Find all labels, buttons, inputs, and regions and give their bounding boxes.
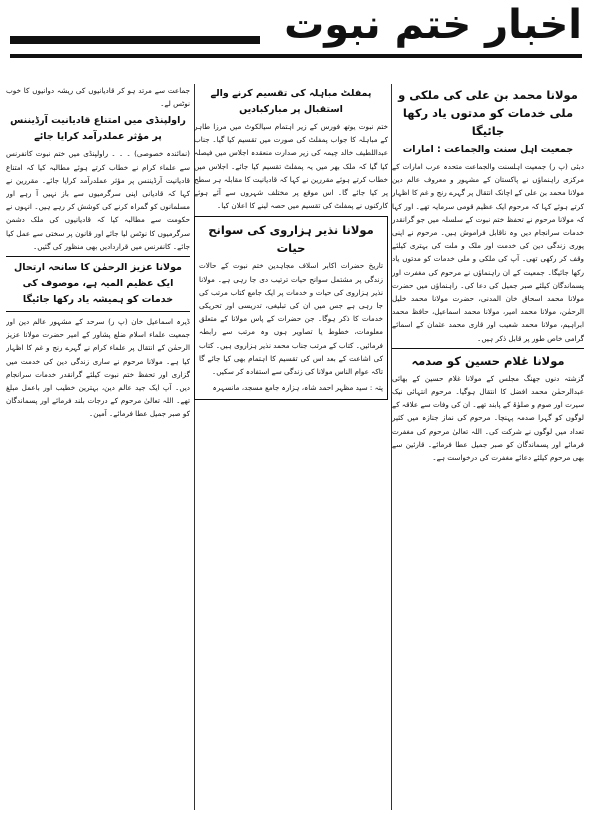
- headline: مولانا عزیز الرحمٰن کا سانحہ ارتحال ایک عظیم المیہ ہے، موصوف کی خدمات کو ہمیشہ یاد رکھا جائیگا: [14, 262, 182, 306]
- article-body: دبئی (پ ر) جمعیت اہلسنت والجماعت متحدہ عرب امارات کے مرکزی راہنماؤں نے پاکستان کے مشہور و معروف عالم دین مولانا محمد بن علی کے اچانک انتقال پر گہرے رنج و غم کا اظہار کرتے ہوئے کہا کہ مرحوم ایک عظیم قومی سرمایہ تھے۔ اور کہا کہ مولانا مرحوم نے تحفظ ختم نبوت کے سلسلہ میں جو گرانقدر خدمات سرانجام دیں وہ ناقابل فراموش ہیں۔ مرحوم نے اپنی پوری زندگی دین کی خدمت اور ملک و ملت کی بہتری کیلئے وقف کر رکھی تھی۔ آپ کی ملکی و ملی خدمات کو مدتوں یاد رکھا جائیگا۔ جمعیت کے ان راہنماؤں نے مرحوم کی مغفرت اور پسماندگان کیلئے صبر جمیل کی دعا کی۔ راہنماؤں میں حضرت مولانا محمد اسحاق خان المدنی، حضرت مولانا محمد خلیل الرحمٰن، مولانا محمد امیر، مولانا محمد اسماعیل، حافظ محمد ابراہیم، مولانا محمد شعیب اور قاری محمد عثمان کے اسمائے گرامی خاص طور پر قابل ذکر ہیں۔: [392, 162, 584, 343]
- masthead: [10, 2, 582, 58]
- article-body: گزشتہ دنوں جھنگ مجلس کے مولانا غلام حسین کے بھائی عبدالرحمٰن محمد افضل کا انتقال ہوگیا۔ مرحوم انتہائی نیک سیرت اور صوم و صلوٰۃ کے پابند تھے۔ ان کی وفات سے علاقہ کے لوگوں کو گہرا صدمہ پہنچا۔ مرحوم کی نماز جنازہ میں کثیر تعداد میں لوگوں نے شرکت کی۔ اللہ تعالیٰ مرحوم کی مغفرت فرمائے اور پسماندگان کو صبر جمیل عطا فرمائے۔ قارئین سے بھی مرحوم کیلئے دعائے مغفرت کی درخواست ہے۔: [392, 373, 584, 463]
- article-body: ختم نبوت یوتھ فورس کے زیر اہتمام سیالکوٹ میں مرزا طاہر کے مباہلہ کا جواب پمفلٹ کی صورت میں تقسیم کیا گیا۔ جناب عبداللطیف خالد چیمہ کی زیر صدارت منعقدہ اجلاس میں فیصلہ کیا گیا کہ ملک بھر میں یہ پمفلٹ تقسیم کیا جائے۔ اجلاس میں خطاب کرتے ہوئے مقررین نے کہا کہ قادیانیت کا مقابلہ ہر سطح پر کیا جائے گا۔ اس موقع پر مختلف شہروں سے آئے ہوئے کارکنوں نے پمفلٹ کی تقسیم میں حصہ لینے کا اعلان کیا۔: [194, 122, 388, 211]
- column-left: [6, 84, 190, 810]
- masthead-title: اخبار ختم نبوت: [284, 2, 582, 48]
- divider: [392, 348, 584, 349]
- subheadline: جمعیت اہل سنت والجماعت : امارات: [402, 144, 574, 155]
- masthead-decorative-bar: [10, 36, 260, 44]
- headline: مولانا غلام حسین کو صدمہ: [411, 353, 565, 368]
- headline: مولانا محمد بن علی کی ملکی و ملی خدمات کو مدتوں یاد رکھا جائیگا: [398, 88, 578, 138]
- headline: پمفلٹ مباہلہ کی تقسیم کرنے والے استقبال پر مبارکبادیں: [210, 88, 372, 115]
- intro-line: جماعت سے مرتد ہو کر قادیانیوں کی ریشہ دوانیوں کا خوب نوٹس لے۔: [6, 86, 190, 109]
- divider: [6, 311, 190, 312]
- columns: [6, 84, 584, 810]
- boxed-article: [194, 216, 388, 400]
- divider: [6, 256, 190, 257]
- box-body: تاریخ حضرات اکابر اسلاف مجاہدین ختم نبوت کے حالات زندگی پر مشتمل سوانح حیات ترتیب دی جا رہی ہے۔ مولانا نذیر ہزاروی کی حیات و خدمات پر ایک جامع کتاب مرتب کی جا رہی ہے جس میں ان کی تبلیغی، تدریسی اور تحریکی خدمات کا ذکر ہوگا۔ جن حضرات کے پاس مولانا کے متعلق معلومات، خطوط یا تصاویر ہوں وہ مرتب سے رابطہ فرمائیں۔ کتاب کے مرتب جناب محمد نذیر ہزاروی ہیں۔ کتاب کی اشاعت کے بعد اس کی تقسیم کا اہتمام بھی کیا جائے گا تاکہ عوام الناس مولانا کی زندگی سے استفادہ کر سکیں۔: [199, 261, 383, 377]
- article-body: (نمائندہ خصوصی) ۔ ۔ ۔ راولپنڈی میں ختم نبوت کانفرنس سے علماء کرام نے خطاب کرتے ہوئے مطالبہ کیا کہ امتناع قادیانیت آرڈیننس پر مؤثر عملدرآمد کرایا جائے۔ مقررین نے کہا کہ قادیانی اپنی سرگرمیوں سے باز نہیں آ رہے اور مسلمانوں کو گمراہ کرنے کی کوشش کر رہے ہیں۔ انہوں نے حکومت سے مطالبہ کیا کہ قادیانیوں کی ملک دشمن سرگرمیوں کا نوٹس لیا جائے اور قانون پر سختی سے عمل کیا جائے۔ کانفرنس میں قراردادیں بھی منظور کی گئیں۔: [6, 149, 190, 251]
- article-body: ڈیرہ اسماعیل خان (پ ر) سرحد کے مشہور عالم دین اور جمعیت علماء اسلام ضلع پشاور کے امیر حضرت مولانا عزیز الرحمٰن کے انتقال پر علماء کرام نے گہرے رنج و غم کا اظہار کیا ہے۔ مولانا مرحوم نے ساری زندگی دین کی خدمت میں گزاری اور تحفظ ختم نبوت کیلئے گرانقدر خدمات سرانجام دیں۔ آپ ایک جید عالم دین، بہترین خطیب اور باعمل مبلغ تھے۔ اللہ تعالیٰ مرحوم کے درجات بلند فرمائے اور پسماندگان کو صبر جمیل عطا فرمائے۔ آمین۔: [6, 317, 190, 419]
- column-middle: [194, 84, 388, 810]
- box-headline: مولانا نذیر ہزاروی کی سوانح حیات: [208, 223, 374, 256]
- column-right: [392, 84, 584, 810]
- address-line: پتہ : سید مظہر احمد شاہ، ہزارہ جامع مسجد، مانسہرہ: [212, 383, 383, 393]
- headline: راولپنڈی میں امتناع قادیانیت آرڈیننس پر مؤثر عملدرآمد کرایا جائے: [10, 115, 186, 143]
